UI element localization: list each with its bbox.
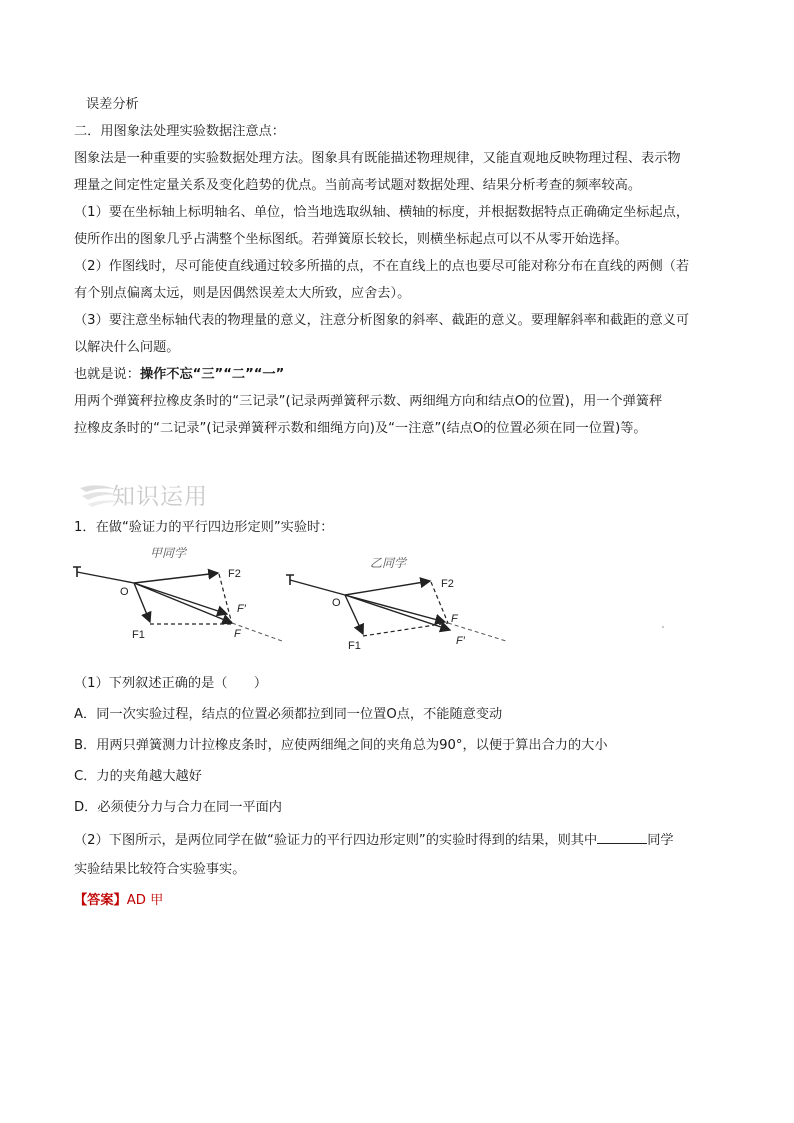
record-line1: 用两个弹簧秤拉橡皮条时的“三记录”(记录两弹簧秤示数、两细绳方向和结点O的位置)，用一个弹簧秤 bbox=[74, 394, 663, 409]
label-f: F bbox=[451, 613, 458, 625]
label-f1: F1 bbox=[132, 629, 145, 641]
label-f: F bbox=[234, 628, 241, 640]
label-o: O bbox=[332, 597, 341, 609]
right-title: 乙同学 bbox=[370, 556, 407, 570]
item1-line1: （1）要在坐标轴上标明轴名、单位，恰当地选取纵轴、横轴的标度，并根据数据特点正确确定坐标起点， bbox=[74, 205, 690, 220]
left-title: 甲同学 bbox=[150, 546, 187, 560]
record-line2: 拉橡皮条时的“二记录”(记录弹簧秤示数和细绳方向)及“一注意”(结点O的位置必须在同一位置)等。 bbox=[74, 421, 647, 436]
section2-title: 二．用图象法处理实验数据注意点： bbox=[74, 124, 285, 139]
question-title: 1．在做“验证力的平行四边形定则”实验时： bbox=[74, 520, 334, 535]
force-f-prime-arrow bbox=[134, 583, 227, 614]
parallelogram-dash bbox=[219, 574, 232, 624]
force-f-arrow bbox=[345, 595, 445, 622]
option-d: D．必须使分力与合力在同一平面内 bbox=[74, 800, 282, 815]
rubber-band-line bbox=[77, 572, 134, 583]
answer-line bbox=[74, 892, 734, 910]
force-f2-arrow bbox=[134, 573, 218, 583]
label-f2: F2 bbox=[228, 568, 241, 580]
rubber-band-line bbox=[290, 580, 345, 595]
answer-tag: 【答案】 bbox=[74, 893, 127, 908]
item1-line2: 使所作出的图象几乎占满整个坐标图纸。若弹簧原长较长，则横坐标起点可以不从零开始选择。 bbox=[74, 232, 628, 247]
label-f1: F1 bbox=[348, 640, 361, 652]
label-f-prime: F′ bbox=[237, 603, 246, 615]
item3-line1: （3）要注意坐标轴代表的物理量的意义，注意分析图象的斜率、截距的意义。要理解斜率和截距的意义可 bbox=[74, 313, 690, 328]
diagram-right bbox=[286, 556, 506, 652]
question-part1: （1）下列叙述正确的是（ ） bbox=[74, 676, 268, 691]
force-diagram bbox=[70, 545, 690, 660]
summary-line bbox=[74, 366, 734, 384]
banner-title: 知识运用 bbox=[112, 484, 208, 510]
parallelogram-dash bbox=[363, 623, 448, 636]
label-f2: F2 bbox=[441, 578, 454, 590]
label-f-prime: F′ bbox=[456, 635, 465, 647]
answer-blank bbox=[597, 830, 647, 844]
intro-line2: 理量之间定性定量关系及变化趋势的优点。当前高考试题对数据处理、结果分析考查的频率较高。 bbox=[74, 178, 642, 193]
force-f1-arrow bbox=[345, 595, 363, 634]
item3-line2: 以解决什么问题。 bbox=[74, 340, 180, 355]
option-a: A．同一次实验过程，结点的位置必须都拉到同一位置O点，不能随意变动 bbox=[74, 707, 503, 722]
q2-text-before: （2）下图所示，是两位同学在做“验证力的平行四边形定则”的实验时得到的结果，则其中 bbox=[74, 833, 598, 848]
q2-text-after: 同学 bbox=[647, 833, 674, 848]
stray-dot bbox=[662, 626, 664, 628]
intro-line1: 图象法是一种重要的实验数据处理方法。图象具有既能描述物理规律，又能直观地反映物理过程、表示物 bbox=[74, 151, 681, 166]
option-c: C．力的夹角越大越好 bbox=[74, 769, 202, 784]
question-part2-line2: 实验结果比较符合实验事实。 bbox=[74, 862, 246, 877]
summary-prefix: 也就是说： bbox=[74, 367, 140, 382]
item2-line2: 有个别点偏离太远，则是因偶然误差太大所致，应舍去）。 bbox=[74, 286, 411, 301]
question-part2-line1 bbox=[74, 830, 734, 850]
diagram-left bbox=[73, 546, 282, 641]
summary-bold: 操作不忘“三”“二”“一” bbox=[139, 367, 285, 382]
heading-error-analysis: 误差分析 bbox=[86, 97, 139, 112]
force-f2-arrow bbox=[345, 581, 430, 595]
label-o: O bbox=[120, 586, 129, 598]
answer-value: AD 甲 bbox=[126, 893, 164, 908]
item2-line1: （2）作图线时，尽可能使直线通过较多所描的点，不在直线上的点也要尽可能对称分布在直线的两侧（若 bbox=[74, 259, 690, 274]
option-b: B．用两只弹簧测力计拉橡皮条时，应使两细绳之间的夹角总为90°，以便于算出合力的大小 bbox=[74, 738, 608, 753]
